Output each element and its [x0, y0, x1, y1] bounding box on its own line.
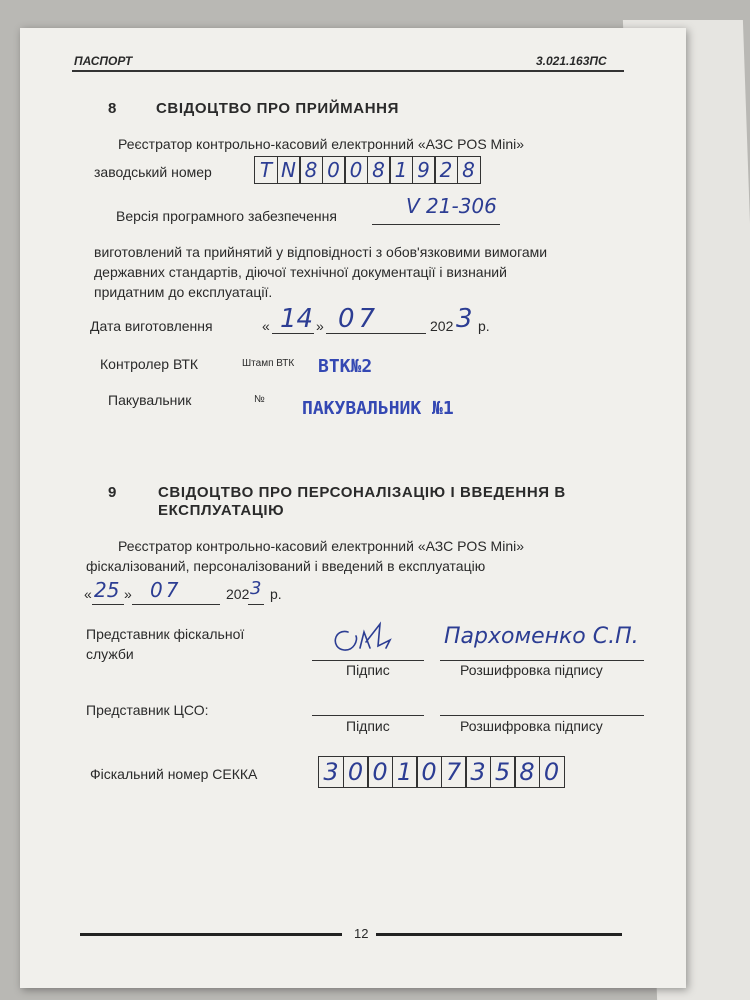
cso-decode-caption: Розшифровка підпису	[460, 718, 603, 734]
header-title: ПАСПОРТ	[74, 54, 133, 68]
section-8-number: 8	[108, 100, 117, 117]
fiscal-rep-signature-caption: Підпис	[346, 662, 390, 678]
fiscal-digit-box: 0	[367, 756, 393, 788]
fiscal-rep-signature-line	[312, 660, 424, 661]
cso-signature-caption: Підпис	[346, 718, 390, 734]
fisc-year-prefix: 202	[226, 586, 250, 602]
section-9-intro-line-2: фіскалізований, персоналізований і введений в експлуатацію	[86, 558, 486, 574]
header-doc-code: 3.021.163ПС	[536, 54, 607, 68]
software-label: Версія програмного забезпечення	[116, 208, 337, 224]
section-9-title-line-1: СВІДОЦТВО ПРО ПЕРСОНАЛІЗАЦІЮ І ВВЕДЕННЯ В	[158, 484, 566, 501]
qc-stamp: ВТК№2	[318, 356, 373, 377]
fisc-date-open-quote: «	[84, 586, 92, 602]
serial-digit-box: 8	[299, 156, 323, 184]
manufacture-year-prefix: 202	[430, 318, 454, 334]
fiscal-digit-box: 7	[441, 756, 467, 788]
packer-label: Пакувальник	[108, 392, 192, 408]
section-8-title: СВІДОЦТВО ПРО ПРИЙМАННЯ	[156, 100, 399, 117]
packer-stamp: ПАКУВАЛЬНИК №1	[302, 398, 454, 419]
fiscal-rep-decode-line	[440, 660, 644, 661]
manufacture-date-label: Дата виготовлення	[90, 318, 213, 334]
fiscal-digit-box: 0	[343, 756, 369, 788]
footer-rule-right	[376, 933, 622, 936]
fiscal-digit-box: 3	[318, 756, 344, 788]
software-underline	[372, 224, 500, 225]
serial-digit-box: 0	[322, 156, 346, 184]
serial-label: заводський номер	[94, 164, 212, 180]
fiscal-number-label: Фіскальний номер СЕККА	[90, 766, 258, 782]
section-9-number: 9	[108, 484, 117, 501]
fisc-date-close-quote: »	[124, 586, 132, 602]
packer-no-label: №	[254, 394, 265, 405]
cso-signature-line	[312, 715, 424, 716]
fiscal-digit-box: 8	[514, 756, 540, 788]
fiscal-rep-signature	[320, 618, 410, 660]
fisc-year-digit: 3	[250, 578, 262, 599]
section-8-intro: Реєстратор контрольно-касовий електронний «АЗС POS Mini»	[118, 136, 525, 152]
controller-label: Контролер ВТК	[100, 356, 199, 372]
manufacture-day: 14	[280, 304, 314, 334]
fiscal-rep-name: Пархоменко С.П.	[444, 624, 639, 649]
section-8-paragraph-line-3: придатним до експлуатації.	[94, 284, 273, 300]
software-version-value: V 21-306	[406, 194, 497, 218]
fiscal-rep-label-line-1: Представник фіскальної	[86, 626, 245, 642]
serial-digit-box: 0	[344, 156, 368, 184]
manufacture-year-digit: 3	[456, 304, 473, 334]
fisc-day: 25	[94, 578, 120, 602]
fisc-month: 07	[150, 578, 182, 602]
serial-digit-box: 8	[367, 156, 391, 184]
section-9-title-line-2: ЕКСПЛУАТАЦІЮ	[158, 502, 285, 519]
manufacture-month: 07	[338, 304, 380, 334]
manufacture-year-suffix: р.	[478, 318, 490, 334]
stamp-label: Штамп ВТК	[242, 358, 295, 369]
document-page	[20, 28, 686, 988]
serial-digit-box: 9	[412, 156, 436, 184]
header-rule	[72, 70, 624, 72]
page-number: 12	[354, 926, 369, 941]
serial-digit-box: 1	[389, 156, 413, 184]
fiscal-rep-decode-caption: Розшифровка підпису	[460, 662, 603, 678]
date-close-quote: »	[316, 318, 324, 334]
cso-decode-line	[440, 715, 644, 716]
serial-digit-box: N	[277, 156, 301, 184]
fisc-year-suffix: р.	[270, 586, 282, 602]
cso-rep-label: Представник ЦСО:	[86, 702, 209, 718]
section-8-paragraph-line-1: виготовлений та прийнятий у відповідності з обов'язковими вимогами	[94, 244, 548, 260]
date-open-quote: «	[262, 318, 270, 334]
fiscal-digit-box: 1	[392, 756, 418, 788]
serial-digit-box: T	[254, 156, 278, 184]
fiscal-digit-box: 3	[465, 756, 491, 788]
fisc-month-underline	[132, 604, 220, 605]
fisc-day-underline	[92, 604, 124, 605]
section-8-paragraph-line-2: державних стандартів, діючої технічної документації і визнаний	[94, 264, 507, 280]
fiscal-number-boxes	[318, 756, 563, 788]
serial-number-boxes	[254, 156, 479, 184]
fiscal-digit-box: 0	[416, 756, 442, 788]
footer-rule-left	[80, 933, 342, 936]
serial-digit-box: 8	[457, 156, 481, 184]
serial-digit-box: 2	[434, 156, 458, 184]
fiscal-digit-box: 5	[490, 756, 516, 788]
fiscal-digit-box: 0	[539, 756, 565, 788]
section-9-intro-line-1: Реєстратор контрольно-касовий електронний «АЗС POS Mini»	[118, 538, 525, 554]
fiscal-rep-label-line-2: служби	[86, 646, 134, 662]
fisc-year-underline	[248, 604, 264, 605]
